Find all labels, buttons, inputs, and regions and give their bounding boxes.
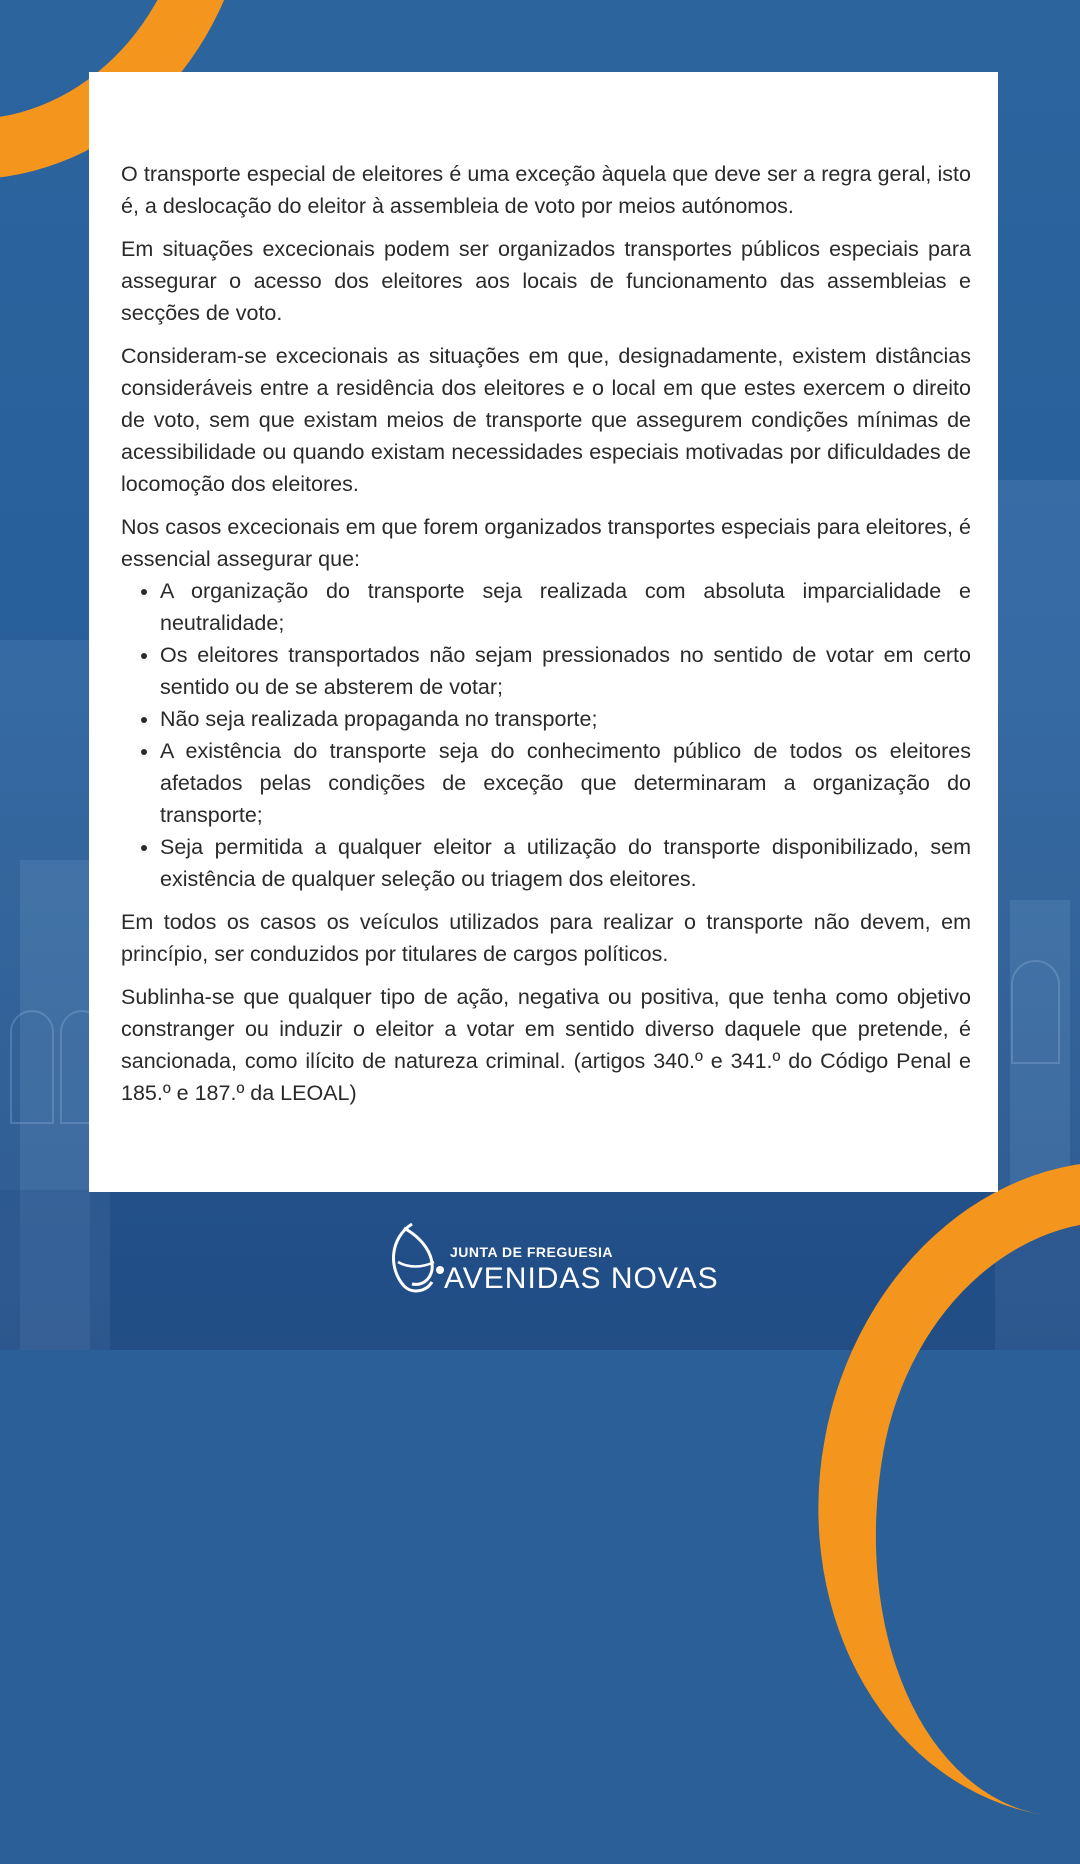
article-text [121, 158, 971, 1120]
arched-window [1011, 960, 1060, 1064]
logo [382, 1214, 719, 1304]
paragraph: Em todos os casos os veículos utilizados para realizar o transporte não devem, em princípio, ser conduzidos por titulares de cargos políticos. [121, 910, 971, 966]
bullet-list [121, 575, 971, 895]
paragraph: O transporte especial de eleitores é uma exceção àquela que deve ser a regra geral, isto é, a deslocação do eleitor à assembleia de voto por meios autónomos. [121, 162, 971, 218]
logo-title: AVENIDAS NOVAS [444, 1262, 719, 1295]
list-item: • A existência do transporte seja do conhecimento público de todos os eleitores afetados pelas condições de exceção que determinaram a organização do transporte; [160, 735, 971, 831]
logo-subtitle: JUNTA DE FREGUESIA [450, 1244, 614, 1260]
paragraph: Sublinha-se que qualquer tipo de ação, negativa ou positiva, que tenha como objetivo constranger ou induzir o eleitor a votar em sentido diverso daquele que pretende, é sancionada, como ilícito de natureza criminal. (artigos 340.º e 341.º do Código Penal e 185.º e 187.º da LEOAL) [121, 985, 971, 1105]
list-item: • Não seja realizada propaganda no transporte; [160, 703, 971, 735]
paragraph: Em situações excecionais podem ser organizados transportes públicos especiais para assegurar o acesso dos eleitores aos locais de funcionamento das assembleias e secções de voto. [121, 237, 971, 325]
paragraph: Nos casos excecionais em que forem organizados transportes especiais para eleitores, é essencial assegurar que: [121, 515, 971, 571]
list-item: • Os eleitores transportados não sejam pressionados no sentido de votar em certo sentido ou de se absterem de votar; [160, 639, 971, 703]
list-item: • Seja permitida a qualquer eleitor a utilização do transporte disponibilizado, sem existência de qualquer seleção ou triagem dos eleitores. [160, 831, 971, 895]
list-item: • A organização do transporte seja realizada com absoluta imparcialidade e neutralidade; [160, 575, 971, 639]
logo-mark-icon [382, 1218, 448, 1298]
paragraph: Consideram-se excecionais as situações em que, designadamente, existem distâncias consideráveis entre a residência dos eleitores e o local em que estes exercem o direito de voto, sem que existam meios de transporte que assegurem condições mínimas de acessibilidade ou quando existam necessidades especiais motivadas por dificuldades de locomoção dos eleitores. [121, 344, 971, 496]
arched-window [10, 1010, 54, 1124]
